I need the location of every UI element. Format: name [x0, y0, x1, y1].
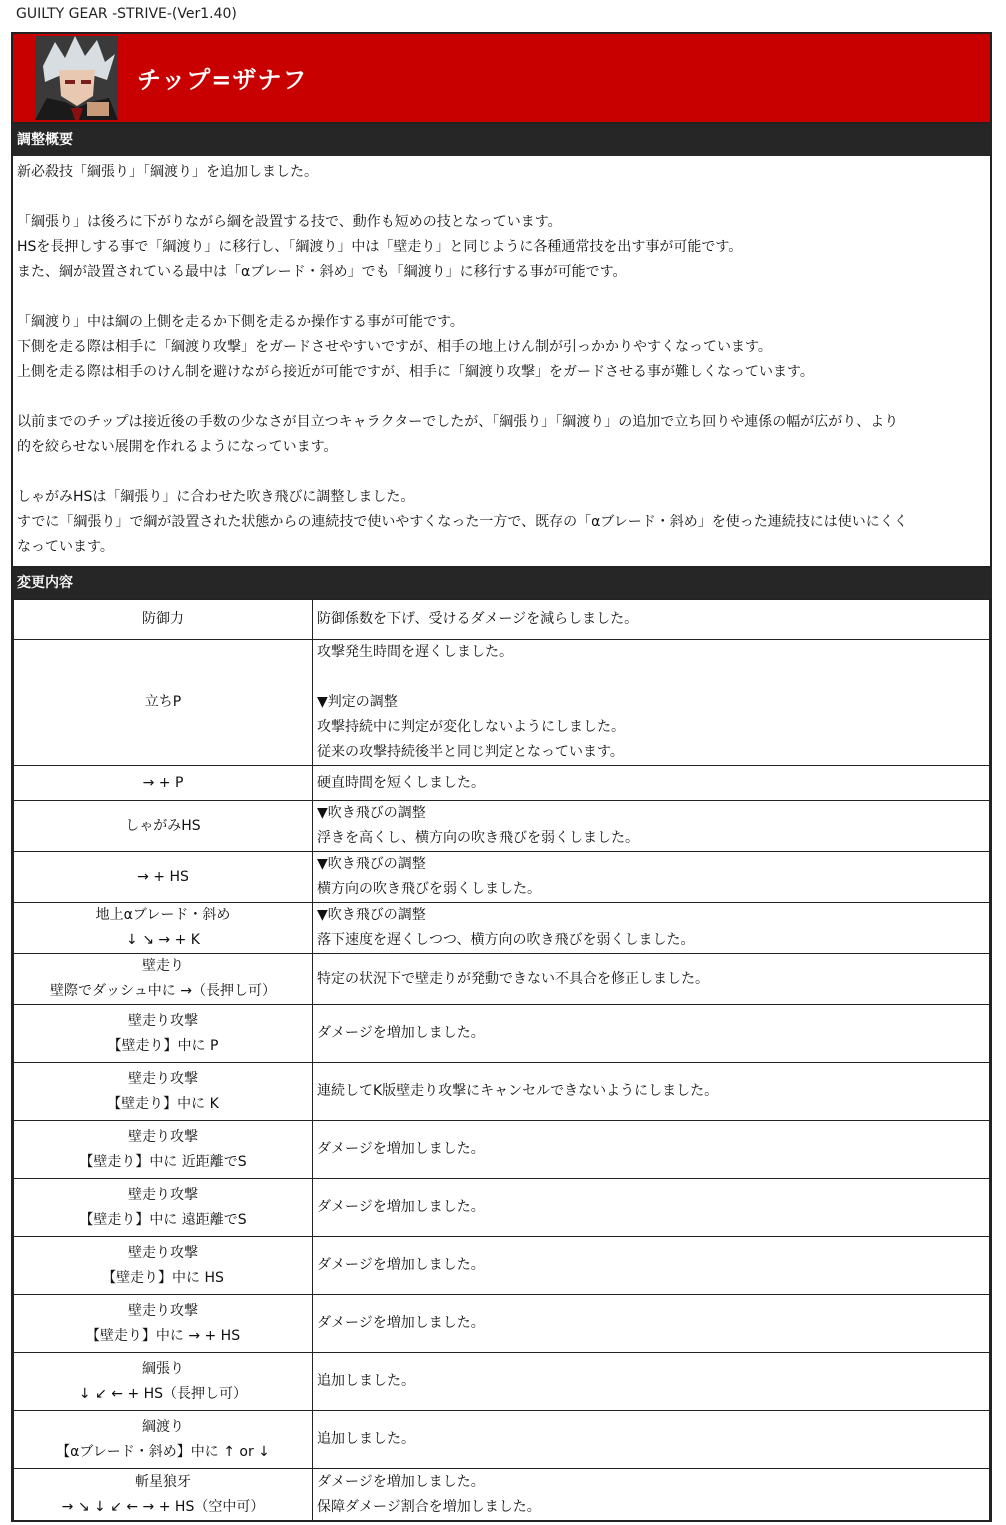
- overview-line: なっています。: [17, 539, 114, 555]
- overview-line: [17, 185, 984, 210]
- game-title: GUILTY GEAR -STRIVE-(Ver1.40): [16, 6, 237, 22]
- change-description: ▼吹き飛びの調整: [317, 856, 426, 872]
- move-command: 【αブレード・斜め】中に ↑ or ↓: [56, 1443, 270, 1460]
- change-description-cell: [313, 600, 990, 640]
- change-description: 特定の状況下で壁走りが発動できない不具合を修正しました。: [317, 970, 709, 987]
- move-name-cell: [14, 600, 313, 640]
- patch-notes-panel: [11, 32, 992, 1522]
- change-description: 連続してK版壁走り攻撃にキャンセルできないようにしました。: [317, 1083, 719, 1099]
- move-name: 立ちP: [144, 694, 182, 710]
- change-row: [14, 1063, 990, 1121]
- move-name-cell: [14, 1121, 313, 1179]
- move-command: 【壁走り】中に P: [107, 1037, 219, 1054]
- change-description-cell: [313, 1237, 990, 1295]
- change-description: ダメージを増加しました。: [317, 1199, 485, 1215]
- change-description-cell: [313, 1469, 990, 1521]
- overview-line: 的を絞らせない展開を作れるようになっています。: [17, 439, 338, 455]
- overview-line: しゃがみHSは「綱張り」に合わせた吹き飛びに調整しました。: [17, 489, 415, 505]
- move-name: 綱渡り: [142, 1418, 184, 1435]
- move-name: 壁走り: [142, 958, 184, 974]
- move-name-cell: [14, 1295, 313, 1353]
- move-name-cell: [14, 1353, 313, 1411]
- change-description-cell: [313, 1121, 990, 1179]
- move-name: 防御力: [142, 611, 184, 627]
- change-description: 横方向の吹き飛びを弱くしました。: [317, 881, 541, 897]
- move-name: 地上αブレード・斜め: [95, 907, 231, 923]
- change-description-cell: [313, 903, 990, 954]
- change-row: [14, 1469, 990, 1521]
- move-name-cell: [14, 1237, 313, 1295]
- character-header: [13, 34, 990, 124]
- move-name: しゃがみHS: [125, 817, 201, 834]
- change-description: 硬直時間を短くしました。: [317, 774, 485, 791]
- change-description-cell: [313, 1353, 990, 1411]
- change-row: [14, 852, 990, 903]
- overview-line: 以前までのチップは接近後の手数の少なさが目立つキャラクターでしたが、「綱張り」「綱渡り」の追加で立ち回りや連係の幅が広がり、より: [17, 414, 899, 430]
- change-description: 追加しました。: [317, 1431, 415, 1447]
- overview-line: HSを長押しする事で「綱渡り」に移行し、「綱渡り」中は「壁走り」と同じように各種通常技を出す事が可能です。: [17, 239, 743, 255]
- changes-table: [13, 599, 990, 1521]
- move-command: 【壁走り】中に K: [107, 1095, 219, 1112]
- change-description: 保障ダメージ割合を増加しました。: [317, 1498, 541, 1515]
- change-description-cell: [313, 640, 990, 766]
- move-command: ↓ ↙ ← + HS（長押し可）: [78, 1385, 248, 1402]
- change-description: ▼吹き飛びの調整: [317, 907, 426, 923]
- change-description-cell: [313, 1179, 990, 1237]
- change-description-cell: [313, 766, 990, 801]
- change-row: [14, 801, 990, 852]
- overview-line: 「綱渡り」中は綱の上側を走るか下側を走るか操作する事が可能です。: [17, 314, 464, 330]
- change-description-cell: [313, 1411, 990, 1469]
- overview-line: [17, 285, 984, 310]
- change-row: [14, 1295, 990, 1353]
- overview-heading: 調整概要: [13, 124, 990, 156]
- overview-line: すでに「綱張り」で綱が設置された状態からの連続技で使いやすくなった一方で、既存の「αブレード・斜め」を使った連続技には使いにくく: [17, 514, 908, 530]
- overview-line: 新必殺技「綱張り」「綱渡り」を追加しました。: [17, 164, 318, 180]
- change-row: [14, 1353, 990, 1411]
- change-row: [14, 1237, 990, 1295]
- change-description: 従来の攻撃持続後半と同じ判定となっています。: [317, 744, 624, 760]
- overview-line: 上側を走る際は相手のけん制を避けながら接近が可能ですが、相手に「綱渡り攻撃」をガードさせる事が難しくなっています。: [17, 364, 814, 380]
- move-name-cell: [14, 1005, 313, 1063]
- change-description-cell: [313, 852, 990, 903]
- change-description-cell: [313, 801, 990, 852]
- change-description: 攻撃持続中に判定が変化しないようにしました。: [317, 719, 625, 735]
- move-name-cell: [14, 766, 313, 801]
- change-description: ▼判定の調整: [317, 694, 398, 710]
- move-name: 壁走り攻撃: [128, 1012, 198, 1029]
- overview-line: 「綱張り」は後ろに下がりながら綱を設置する技で、動作も短めの技となっています。: [17, 214, 562, 230]
- change-row: [14, 600, 990, 640]
- move-name-cell: [14, 954, 313, 1005]
- move-name-cell: [14, 1411, 313, 1469]
- change-description: ▼吹き飛びの調整: [317, 805, 426, 821]
- move-command: → ↘ ↓ ↙ ← → + HS（空中可）: [61, 1498, 265, 1515]
- character-name: チップ=ザナフ: [137, 66, 308, 94]
- change-row: [14, 640, 990, 766]
- move-name-cell: [14, 903, 313, 954]
- move-name: 壁走り攻撃: [128, 1302, 198, 1319]
- change-description: 攻撃発生時間を遅くしました。: [317, 644, 513, 660]
- move-name-cell: [14, 801, 313, 852]
- move-name: → + HS: [137, 868, 189, 885]
- change-description-cell: [313, 1295, 990, 1353]
- change-row: [14, 954, 990, 1005]
- change-row: [14, 1005, 990, 1063]
- overview-line: [17, 385, 984, 410]
- move-name: 壁走り攻撃: [128, 1070, 198, 1087]
- change-description: 防御係数を下げ、受けるダメージを減らしました。: [317, 611, 639, 627]
- overview-line: [17, 460, 984, 485]
- move-name: 斬星狼牙: [135, 1473, 191, 1490]
- move-command: 【壁走り】中に 近距離でS: [79, 1153, 247, 1170]
- move-name-cell: [14, 852, 313, 903]
- change-row: [14, 903, 990, 954]
- move-name: 壁走り攻撃: [128, 1244, 198, 1261]
- overview-line: また、綱が設置されている最中は「αブレード・斜め」でも「綱渡り」に移行する事が可能です。: [17, 264, 627, 280]
- changes-heading: 変更内容: [13, 568, 990, 599]
- change-description: [317, 665, 985, 690]
- move-name: 壁走り攻撃: [128, 1186, 198, 1203]
- change-description: ダメージを増加しました。: [317, 1141, 485, 1157]
- overview-line: 下側を走る際は相手に「綱渡り攻撃」をガードさせやすいですが、相手の地上けん制が引っかかりやすくなっています。: [17, 339, 772, 355]
- change-row: [14, 766, 990, 801]
- change-description: ダメージを増加しました。: [317, 1025, 485, 1041]
- move-name-cell: [14, 1469, 313, 1521]
- move-name-cell: [14, 1063, 313, 1121]
- overview-body: [13, 156, 990, 568]
- change-row: [14, 1411, 990, 1469]
- move-command: 【壁走り】中に 遠距離でS: [79, 1211, 247, 1228]
- change-description: ダメージを増加しました。: [317, 1315, 485, 1331]
- move-name: 綱張り: [142, 1360, 184, 1377]
- change-description: 落下速度を遅くしつつ、横方向の吹き飛びを弱くしました。: [317, 932, 695, 948]
- move-name: → + P: [142, 774, 184, 791]
- move-name-cell: [14, 640, 313, 766]
- move-command: 【壁走り】中に HS: [102, 1269, 224, 1286]
- change-description-cell: [313, 1063, 990, 1121]
- move-command: 【壁走り】中に → + HS: [85, 1327, 241, 1344]
- change-description: ダメージを増加しました。: [317, 1473, 485, 1490]
- change-description-cell: [313, 954, 990, 1005]
- change-description: ダメージを増加しました。: [317, 1257, 485, 1273]
- move-name: 壁走り攻撃: [128, 1128, 198, 1145]
- change-description-cell: [313, 1005, 990, 1063]
- change-row: [14, 1121, 990, 1179]
- move-command: 壁際でダッシュ中に →（長押し可）: [50, 983, 276, 999]
- change-description: 浮きを高くし、横方向の吹き飛びを弱くしました。: [317, 830, 639, 846]
- move-command: ↓ ↘ → + K: [126, 932, 200, 948]
- change-row: [14, 1179, 990, 1237]
- change-description: 追加しました。: [317, 1373, 415, 1389]
- character-portrait-icon: [35, 36, 118, 120]
- move-name-cell: [14, 1179, 313, 1237]
